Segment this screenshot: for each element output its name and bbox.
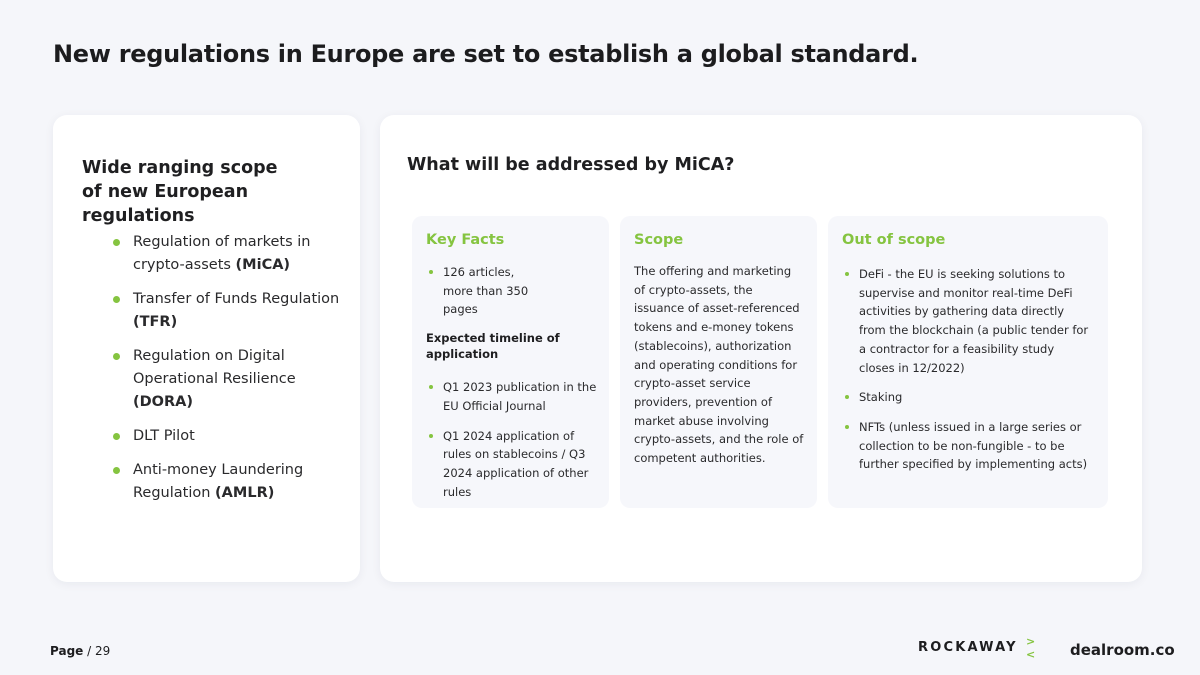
scope-card-heading	[82, 156, 352, 228]
out-of-scope-text: NFTs (unless issued in a large series or collection to be non-fungible - to be further specified by implementing acts)	[859, 419, 1088, 472]
list-item	[426, 378, 597, 415]
rockaway-logo	[918, 635, 1036, 661]
out-of-scope-panel	[828, 216, 1108, 508]
page-title: New regulations in Europe are set to establish a global standard.	[53, 40, 919, 68]
regulation-text: DLT Pilot	[133, 428, 195, 444]
regulation-text: Regulation of markets in crypto-assets	[133, 234, 311, 273]
key-facts-list	[426, 263, 597, 319]
list-item	[113, 288, 343, 334]
scope-panel	[620, 216, 817, 508]
list-item	[113, 425, 343, 448]
key-facts-body	[426, 263, 597, 512]
list-item	[113, 231, 343, 277]
out-of-scope-list	[842, 265, 1092, 474]
regulation-acronym: (TFR)	[133, 314, 178, 330]
timeline-text: Q1 2023 publication in the EU Official Journal	[443, 380, 597, 413]
key-facts-panel	[412, 216, 609, 508]
regulation-text: Anti-money Laundering Regulation	[133, 462, 304, 501]
rockaway-mark-icon: ><	[1026, 635, 1036, 661]
mica-card	[380, 115, 1142, 582]
out-of-scope-text: Staking	[859, 390, 903, 405]
timeline-heading: Expected timeline of application	[426, 331, 560, 362]
list-item	[842, 418, 1092, 474]
timeline-list	[426, 378, 597, 501]
regulation-text: Transfer of Funds Regulation	[133, 291, 340, 307]
page-number	[50, 644, 110, 658]
scope-text: The offering and marketing of crypto-assets, the issuance of asset-referenced tokens and e-money tokens (stablecoins), authorization and operating conditions for crypto-asset service providers, prevention of market abuse involving crypto-assets, and the role of competent authorities.	[634, 264, 804, 466]
page-label: Page	[50, 644, 84, 658]
key-facts-title: Key Facts	[426, 232, 505, 248]
scope-heading-line-1: Wide ranging scope	[82, 158, 278, 178]
bullet-icon	[113, 239, 120, 246]
regulation-acronym: (AMLR)	[215, 485, 275, 501]
scope-body	[634, 262, 805, 468]
bullet-icon	[113, 353, 120, 360]
dealroom-logo: dealroom.co	[1070, 641, 1175, 659]
bullet-icon	[429, 385, 433, 389]
list-item	[426, 427, 597, 502]
regulation-acronym: (DORA)	[133, 394, 194, 410]
page-count: / 29	[87, 644, 111, 658]
bullet-icon	[845, 272, 849, 276]
bullet-icon	[113, 433, 120, 440]
list-item	[842, 388, 1092, 407]
list-item	[426, 263, 546, 319]
regulation-list	[113, 231, 343, 516]
bullet-icon	[845, 395, 849, 399]
scope-heading-line-2: of new European regulations	[82, 182, 249, 226]
out-of-scope-text: DeFi - the EU is seeking solutions to supervise and monitor real-time DeFi activities by gathering data directly from the blockchain (a public tender for a contractor for a feasibility study closes in 12/2022)	[859, 267, 1089, 375]
fact-text: 126 articles, more than 350 pages	[443, 265, 529, 317]
out-of-scope-title: Out of scope	[842, 232, 946, 248]
out-of-scope-body	[842, 265, 1092, 485]
rockaway-logo-text: ROCKAWAY	[918, 640, 1018, 655]
mica-card-heading: What will be addressed by MiCA?	[407, 155, 735, 175]
bullet-icon	[113, 296, 120, 303]
list-item	[113, 459, 343, 505]
timeline-text: Q1 2024 application of rules on stablecoins / Q3 2024 application of other rules	[443, 428, 589, 499]
list-item	[842, 265, 1092, 377]
scope-title: Scope	[634, 232, 684, 248]
bullet-icon	[113, 467, 120, 474]
scope-card	[53, 115, 360, 582]
regulation-acronym: (MiCA)	[235, 257, 291, 273]
bullet-icon	[429, 270, 433, 274]
list-item	[113, 345, 343, 414]
bullet-icon	[429, 434, 433, 438]
bullet-icon	[845, 425, 849, 429]
regulation-text: Regulation on Digital Operational Resilience	[133, 348, 296, 387]
